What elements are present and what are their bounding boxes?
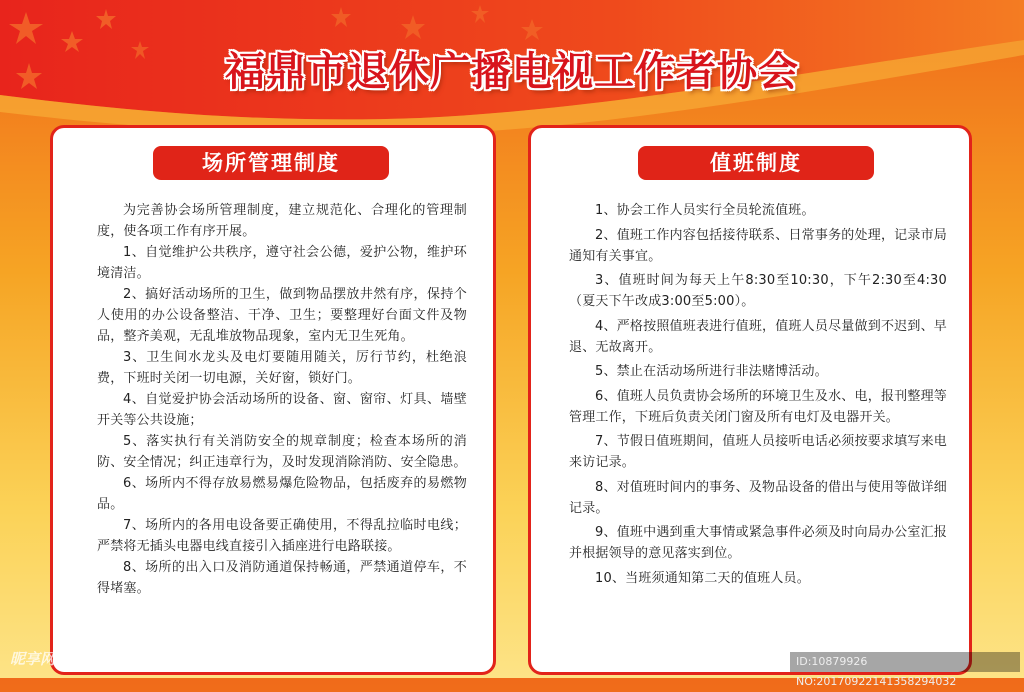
rule-paragraph: 6、值班人员负责协会场所的环境卫生及水、电，报刊整理等管理工作，下班后负责关闭门窗及所有电灯及电器开关。 [569,388,947,425]
rule-paragraph: 1、自觉维护公共秩序，遵守社会公德，爱护公物，维护环境清洁。 [97,245,467,281]
rule-paragraph: 4、严格按照值班表进行值班，值班人员尽量做到不迟到、早退、无故离开。 [569,318,947,355]
rule-paragraph: 3、卫生间水龙头及电灯要随用随关，厉行节约，杜绝浪费，下班时关闭一切电源，关好窗，锁好门。 [97,350,467,386]
watermark-url: www.nipic.cn [63,653,149,668]
rule-paragraph: 7、场所内的各用电设备要正确使用，不得乱拉临时电线；严禁将无插头电器电线直接引入插座进行电路联接。 [97,518,467,554]
rule-paragraph: 8、场所的出入口及消防通道保持畅通，严禁通道停车，不得堵塞。 [97,560,467,596]
rule-paragraph: 1、协会工作人员实行全员轮流值班。 [595,203,815,218]
rule-paragraph: 6、场所内不得存放易燃易爆危险物品，包括废弃的易燃物品。 [97,476,467,512]
rule-paragraph: 8、对值班时间内的事务、及物品设备的借出与使用等做详细记录。 [569,479,947,516]
duty-system-panel [528,125,972,675]
rule-paragraph: 10、当班须通知第二天的值班人员。 [595,570,810,586]
image-id-label: ID:10879926 NO:20170922141358294032 [790,652,1020,672]
rule-paragraph: 5、禁止在活动场所进行非法赌博活动。 [595,364,828,379]
venue-management-panel [50,125,496,675]
page-title: 福鼎市退休广播电视工作者协会 [225,49,799,95]
star-icon [400,14,426,40]
star-icon [330,6,352,28]
watermark-brand: 昵享网 [10,650,56,668]
star-icon [520,18,544,42]
venue-management-rules [97,200,467,599]
rule-paragraph: 为完善协会场所管理制度，建立规范化、合理化的管理制度，使各项工作有序开展。 [97,203,467,239]
rule-paragraph: 7、节假日值班期间，值班人员接听电话必须按要求填写来电来访记录。 [569,434,947,470]
rule-paragraph: 2、搞好活动场所的卫生，做到物品摆放井然有序，保持个人使用的办公设备整洁、干净、卫生；要整理好台面文件及物品，整齐美观，无乱堆放物品现象，室内无卫生死角。 [97,287,467,344]
rule-paragraph: 9、值班中遇到重大事情或紧急事件必须及时向局办公室汇报并根据领导的意见落实到位。 [569,525,947,561]
star-icon [470,4,490,24]
rule-paragraph: 5、落实执行有关消防安全的规章制度；检查本场所的消防、安全情况；纠正违章行为，及时发现消除消防、安全隐患。 [97,434,467,470]
venue-management-title: 场所管理制度 [153,146,389,180]
duty-system-rules [569,200,947,592]
star-icon [95,8,117,30]
rule-paragraph: 3、值班时间为每天上午8:30至10:30，下午2:30至4:30（夏天下午改成3:00至5:00）。 [569,273,947,309]
rule-paragraph: 2、值班工作内容包括接待联系、日常事务的处理，记录市局通知有关事宜。 [569,227,947,264]
watermark [10,648,149,669]
duty-system-title: 值班制度 [638,146,874,180]
rule-paragraph: 4、自觉爱护协会活动场所的设备、窗、窗帘、灯具、墙壁开关等公共设施； [97,392,467,428]
